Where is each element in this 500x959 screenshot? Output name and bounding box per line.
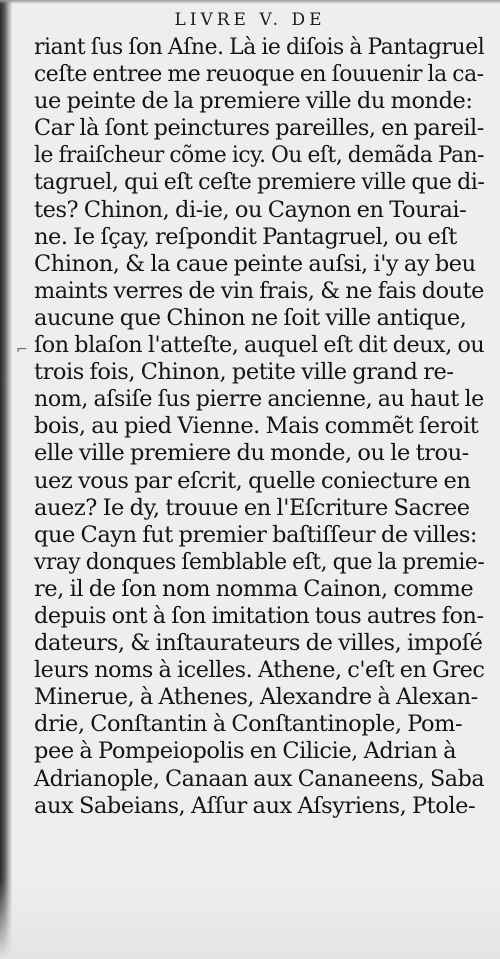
- text-line: trois fois, Chinon, petite ville grand re-: [34, 359, 454, 386]
- text-line: drie, Conſtantin à Conſtantinople, Pom-: [34, 711, 463, 738]
- text-line: dateurs, & inſtaurateurs de villes, impoſé: [34, 630, 483, 657]
- text-line: ceſte entree me reuoque en ſouuenir la ca-: [34, 61, 484, 88]
- text-line: aucune que Chinon ne ſoit ville antique,: [34, 304, 467, 331]
- text-line: maints verres de vin frais, & ne fais doute: [34, 277, 484, 304]
- text-line: re, il de ſon nom nomma Cainon, comme: [34, 575, 474, 602]
- text-line: aux Sabeians, Aſſur aux Aſsyriens, Ptole-: [34, 792, 476, 819]
- text-line: pee à Pompeiopolis en Cilicie, Adrian à: [34, 738, 457, 765]
- text-line: depuis ont à ſon imitation tous autres fon-: [34, 602, 484, 629]
- page-gutter-shadow: [0, 0, 12, 959]
- text-line: Chinon, & la caue peinte auſsi, i'y ay beu: [34, 250, 476, 277]
- text-line: le fraiſcheur cõme icy. Ou eſt, demãda Pan-: [34, 142, 485, 169]
- text-line: ue peinte de la premiere ville du monde:: [34, 88, 473, 115]
- body-text: [34, 34, 484, 820]
- text-line: ne. Ie ſçay, reſpondit Pantagruel, ou eſt: [34, 223, 457, 250]
- page-top-edge: [0, 0, 500, 4]
- text-line: tes? Chinon, di-ie, ou Caynon en Tourai-: [34, 196, 467, 223]
- text-line: riant ſus ſon Aſne. Là ie diſois à Pantagruel: [34, 34, 485, 60]
- running-head: LIVRE V. DE: [174, 10, 326, 30]
- text-line: uez vous par eſcrit, quelle coniecture en: [34, 467, 471, 494]
- text-line: que Cayn fut premier baſtiſſeur de villes:: [34, 521, 478, 548]
- text-line: vray donques ſemblable eſt, que la premie-: [34, 548, 485, 575]
- text-line: tagruel, qui eſt ceſte premiere ville que di-: [34, 169, 485, 196]
- text-line: auez? Ie dy, trouue en l'Eſcriture Sacree: [34, 494, 470, 521]
- margin-mark: ⌐: [16, 342, 28, 358]
- text-line: Car là ſont peinctures pareilles, en pareil-: [34, 115, 484, 142]
- text-line: Adrianople, Canaan aux Cananeens, Saba: [34, 765, 485, 792]
- text-line: Minerue, à Athenes, Alexandre à Alexan-: [34, 684, 478, 711]
- text-line: elle ville premiere du monde, ou le trou-: [34, 440, 469, 467]
- text-line: leurs noms à icelles. Athene, c'eſt en Grec: [34, 657, 485, 684]
- page-bottom-shade: [0, 879, 500, 959]
- text-line: ſon blaſon l'atteſte, auquel eſt dit deux, ou: [34, 332, 485, 359]
- text-line: nom, aſsiſe ſus pierre ancienne, au haut le: [34, 386, 484, 413]
- text-line: bois, au pied Vienne. Mais commẽt ſeroit: [34, 413, 479, 440]
